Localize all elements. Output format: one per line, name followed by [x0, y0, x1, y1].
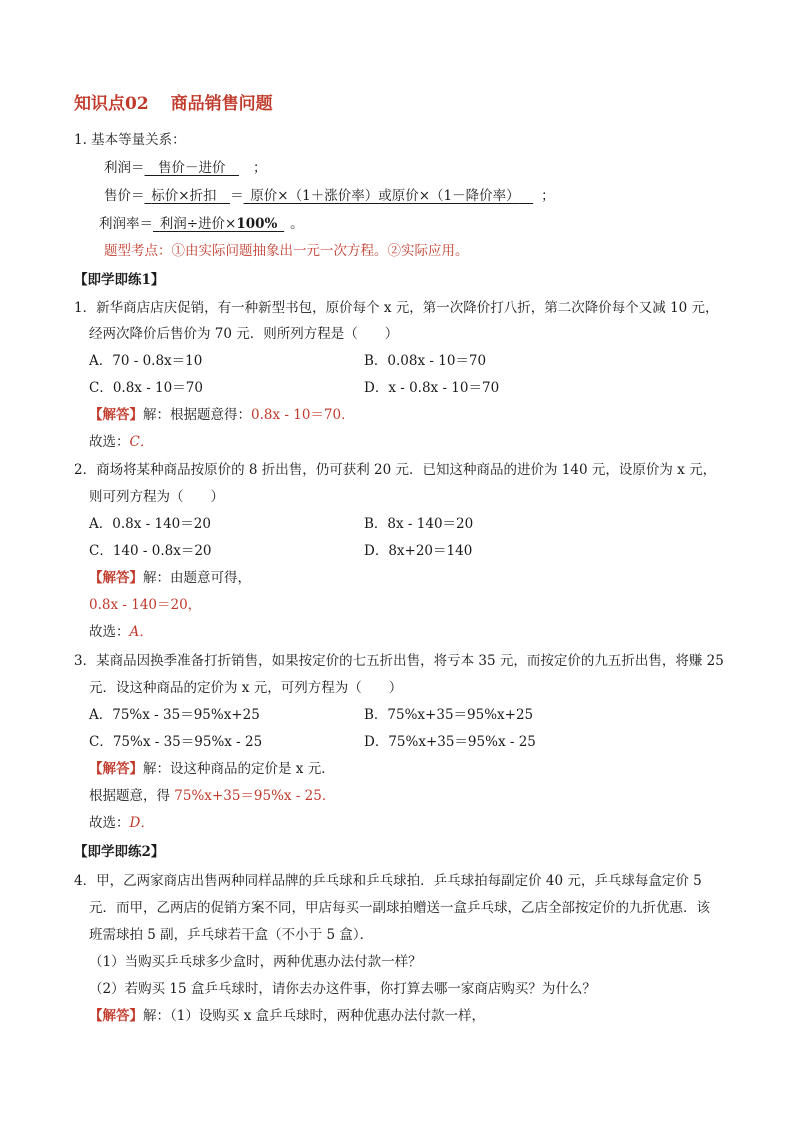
q3-option-a: A．75%x - 35＝95%x+25 [89, 707, 260, 723]
profit-fill: 售价－进价 [158, 160, 226, 176]
q1-choice: 故选：C． [89, 434, 154, 450]
q4-answer: 【解答】解：（1）设购买 x 盒乒乓球时，两种优惠办法付款一样， [89, 1008, 486, 1024]
q2-stem-line-1: 2．商场将某种商品按原价的 8 折出售，仍可获利 20 元．已知这种商品的进价为 140 元，设原价为 x 元， [74, 462, 717, 478]
q2-answer: 【解答】解：由题意可得， [89, 570, 251, 586]
q4-stem-line-1: 4．甲，乙两家商店出售两种同样品牌的乒乓球和乒乓球拍．乒乓球拍每副定价 40 元，乒乓球每盒定价 5 [74, 873, 702, 889]
q1-stem-line-2: 经两次降价后售价为 70 元．则所列方程是（ ） [89, 326, 399, 342]
q2-option-a: A．0.8x - 140＝20 [89, 516, 211, 532]
basics-heading: 1. 基本等量关系： [74, 132, 186, 148]
rate-fill: 利润÷进价×100% [159, 216, 278, 232]
q2-answer-formula: 0.8x - 140＝20， [89, 597, 202, 613]
q2-choice: 故选：A． [89, 624, 153, 640]
q3-stem-line-1: 3．某商品因换季准备打折销售，如果按定价的七五折出售，将亏本 35 元，而按定价的九五折出售，将赚 25 [74, 653, 724, 669]
rate-relation: 利润率＝ 利润÷进价×100% 。 [99, 216, 304, 232]
profit-relation: 利润＝ 售价－进价 ； [104, 160, 267, 176]
q1-option-b: B．0.08x - 10＝70 [364, 353, 487, 369]
q3-answer-line-2: 根据题意，得 75%x+35＝95%x - 25． [89, 788, 336, 804]
q4-sub-question-2: （2）若购买 15 盒乒乓球时，请你去办这件事，你打算去哪一家商店购买？为什么？ [89, 981, 596, 997]
q2-option-d: D．8x+20＝140 [364, 543, 473, 559]
q4-stem-line-3: 班需球拍 5 副，乒乓球若干盒（不小于 5 盒）． [89, 927, 374, 943]
practice-2-label: 【即学即练2】 [74, 844, 165, 860]
section-name: 商品销售问题 [170, 94, 273, 114]
q3-answer: 【解答】解：设这种商品的定价是 x 元． [89, 761, 335, 777]
section-code: 知识点02 [74, 94, 149, 114]
q1-option-c: C．0.8x - 10＝70 [89, 380, 203, 396]
q2-stem-line-2: 则可列方程为（ ） [89, 489, 224, 505]
price-fill-1: 标价×折扣 [151, 188, 217, 204]
exam-point: 题型考点：①由实际问题抽象出一元一次方程。②实际应用。 [104, 243, 469, 259]
q1-option-a: A．70 - 0.8x＝10 [89, 353, 203, 369]
q1-option-d: D．x - 0.8x - 10＝70 [364, 380, 500, 396]
price-relation: 售价＝ 标价×折扣 ＝ 原价×（1＋涨价率）或原价×（1－降价率） ； [104, 188, 555, 204]
q3-option-c: C．75%x - 35＝95%x - 25 [89, 734, 263, 750]
q3-option-b: B．75%x+35＝95%x+25 [364, 707, 534, 723]
section-title [74, 94, 273, 114]
q2-option-c: C．140 - 0.8x＝20 [89, 543, 212, 559]
q1-stem-line-1: 1．新华商店店庆促销，有一种新型书包，原价每个 x 元，第一次降价打八折，第二次降价每个又减 10 元， [74, 300, 719, 316]
q3-option-d: D．75%x+35＝95%x - 25 [364, 734, 536, 750]
practice-1-label: 【即学即练1】 [74, 272, 165, 288]
q3-stem-line-2: 元．设这种商品的定价为 x 元，可列方程为（ ） [89, 680, 403, 696]
price-fill-2: 原价×（1＋涨价率）或原价×（1－降价率） [250, 188, 520, 204]
q2-option-b: B．8x - 140＝20 [364, 516, 474, 532]
q1-answer: 【解答】解：根据题意得：0.8x - 10＝70． [89, 407, 355, 423]
q4-stem-line-2: 元．而甲，乙两店的促销方案不同，甲店每买一副球拍赠送一盒乒乓球，乙店全部按定价的九折优惠．该 [89, 900, 710, 916]
q3-choice: 故选：D． [89, 815, 154, 831]
q4-sub-question-1: （1）当购买乒乓球多少盒时，两种优惠办法付款一样？ [89, 954, 422, 970]
